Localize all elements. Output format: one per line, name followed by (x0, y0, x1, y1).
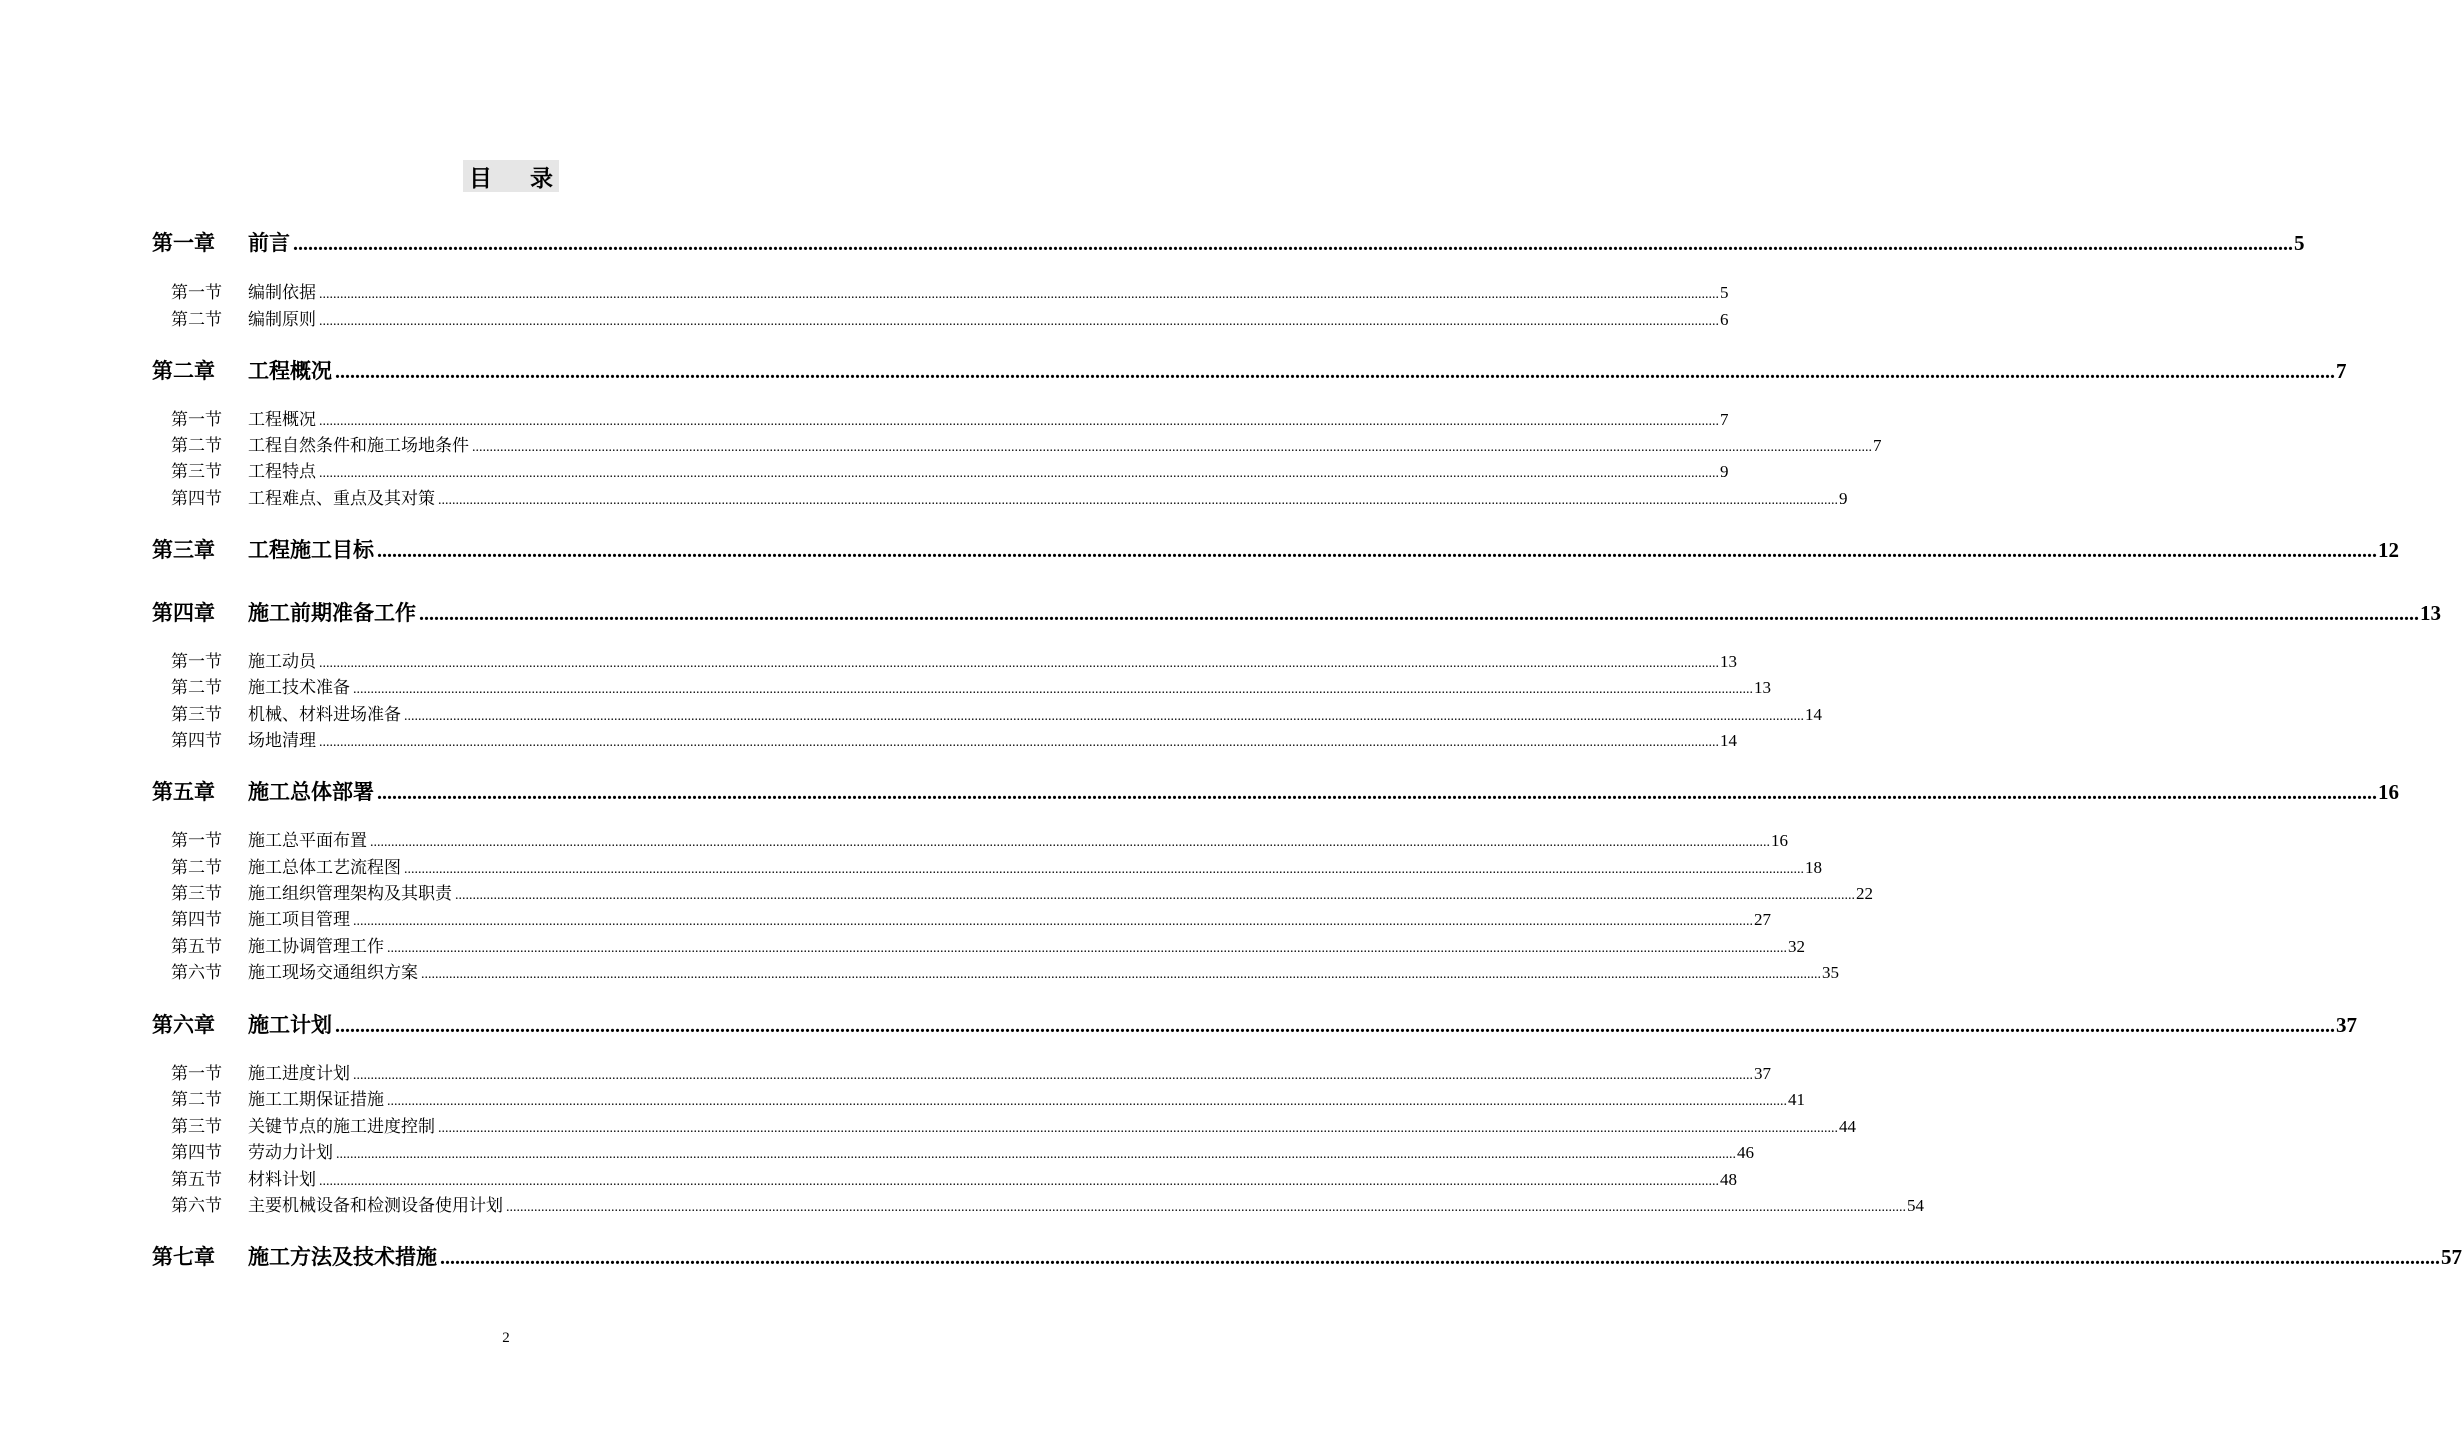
toc-entry-label: 工程施工目标 (248, 538, 374, 562)
toc-entry-page: 7 (2336, 359, 2347, 383)
toc-dot-leader: ................................................................................................................................................................................................................................................................................................................................................................................................................ (438, 1121, 1838, 1136)
toc-dot-leader: ................................................................................................................................................................................................................................................................................................................................................................................................................ (319, 314, 1719, 329)
toc-section-row[interactable] (171, 405, 1729, 430)
toc-entry-number: 第二节 (171, 1090, 222, 1110)
toc-entry-number: 第三节 (171, 462, 222, 482)
toc-entry-page: 37 (2336, 1013, 2357, 1037)
toc-entry-page: 14 (1805, 705, 1822, 724)
toc-dot-leader: ................................................................................................................................................................................................................................................................................................................................................................................................................ (506, 1200, 1906, 1215)
toc-entry-label: 施工组织管理架构及其职责 (248, 884, 452, 904)
toc-entry-number: 第六章 (152, 1013, 215, 1037)
toc-entry-label: 工程概况 (248, 359, 332, 383)
toc-entry-label: 施工工期保证措施 (248, 1090, 384, 1110)
toc-entry-number: 第七章 (152, 1245, 215, 1269)
toc-entry-number: 第六节 (171, 963, 222, 983)
toc-chapter-row[interactable] (152, 534, 2399, 564)
toc-title-right: 录 (530, 165, 553, 192)
toc-section-row[interactable] (171, 1138, 1754, 1163)
toc-entry-page: 35 (1822, 963, 1839, 982)
toc-entry-label: 施工方法及技术措施 (248, 1245, 437, 1269)
toc-entry-page: 18 (1805, 858, 1822, 877)
toc-section-row[interactable] (171, 484, 1848, 509)
toc-entry-label: 施工进度计划 (248, 1064, 350, 1084)
toc-entry-page: 9 (1839, 489, 1848, 508)
toc-section-row[interactable] (171, 726, 1737, 751)
toc-section-row[interactable] (171, 905, 1771, 930)
toc-entry-page: 32 (1788, 937, 1805, 956)
toc-entry-number: 第二节 (171, 436, 222, 456)
toc-entry-label: 施工现场交通组织方案 (248, 963, 418, 983)
toc-chapter-row[interactable] (152, 355, 2347, 385)
toc-section-row[interactable] (171, 853, 1822, 878)
toc-entry-label: 主要机械设备和检测设备使用计划 (248, 1196, 503, 1216)
page-number: 2 (502, 1330, 510, 1346)
toc-entry-page: 13 (1754, 678, 1771, 697)
toc-entry-number: 第五节 (171, 937, 222, 957)
toc-entry-number: 第一节 (171, 831, 222, 851)
toc-section-row[interactable] (171, 647, 1737, 672)
toc-entry-number: 第四节 (171, 910, 222, 930)
toc-entry-page: 46 (1737, 1143, 1754, 1162)
toc-chapter-row[interactable] (152, 1241, 2462, 1271)
toc-title-left: 目 (469, 165, 492, 192)
toc-entry-label: 机械、材料进场准备 (248, 705, 401, 725)
toc-entry-page: 57 (2441, 1245, 2462, 1269)
toc-entry-page: 54 (1907, 1196, 1924, 1215)
toc-entry-page: 48 (1720, 1170, 1737, 1189)
toc-entry-label: 编制依据 (248, 283, 316, 303)
toc-dot-leader: ................................................................................................................................................................................................................................................................................................................................................................................................................ (438, 493, 1838, 508)
toc-entry-page: 9 (1720, 462, 1729, 481)
toc-entry-label: 施工计划 (248, 1013, 332, 1037)
toc-entry-number: 第四节 (171, 731, 222, 751)
toc-entry-number: 第二节 (171, 858, 222, 878)
toc-dot-leader: ................................................................................................................................................................................................................................................................................................................................................................................................................ (319, 656, 1719, 671)
toc-section-row[interactable] (171, 958, 1839, 983)
toc-chapter-row[interactable] (152, 776, 2399, 806)
toc-title (463, 160, 559, 192)
toc-dot-leader: ................................................................................................................................................................................................................................................................................................................................................................................................................ (319, 1174, 1719, 1189)
toc-dot-leader: ................................................................................................................................................................................................................................................................................................................................................................................................................ (419, 603, 2419, 625)
toc-entry-label: 施工技术准备 (248, 678, 350, 698)
toc-section-row[interactable] (171, 1059, 1771, 1084)
toc-entry-label: 施工动员 (248, 652, 316, 672)
toc-section-row[interactable] (171, 278, 1729, 303)
toc-entry-number: 第四章 (152, 601, 215, 625)
toc-entry-label: 施工项目管理 (248, 910, 350, 930)
toc-entry-page: 7 (1720, 410, 1729, 429)
toc-entry-label: 工程概况 (248, 410, 316, 430)
toc-dot-leader: ................................................................................................................................................................................................................................................................................................................................................................................................................ (421, 967, 1821, 982)
toc-entry-label: 施工总体工艺流程图 (248, 858, 401, 878)
toc-dot-leader: ................................................................................................................................................................................................................................................................................................................................................................................................................ (404, 862, 1804, 877)
toc-dot-leader: ................................................................................................................................................................................................................................................................................................................................................................................................................ (335, 361, 2335, 383)
toc-entry-label: 施工前期准备工作 (248, 601, 416, 625)
toc-entry-label: 编制原则 (248, 310, 316, 330)
toc-entry-label: 工程自然条件和施工场地条件 (248, 436, 469, 456)
toc-dot-leader: ................................................................................................................................................................................................................................................................................................................................................................................................................ (319, 287, 1719, 302)
toc-entry-number: 第一章 (152, 231, 215, 255)
toc-dot-leader: ................................................................................................................................................................................................................................................................................................................................................................................................................ (353, 682, 1753, 697)
toc-entry-page: 44 (1839, 1117, 1856, 1136)
toc-entry-number: 第五章 (152, 780, 215, 804)
toc-section-row[interactable] (171, 673, 1771, 698)
toc-dot-leader: ................................................................................................................................................................................................................................................................................................................................................................................................................ (353, 1068, 1753, 1083)
toc-entry-page: 5 (1720, 283, 1729, 302)
toc-entry-number: 第三章 (152, 538, 215, 562)
toc-section-row[interactable] (171, 932, 1805, 957)
toc-dot-leader: ................................................................................................................................................................................................................................................................................................................................................................................................................ (387, 941, 1787, 956)
toc-entry-number: 第一节 (171, 410, 222, 430)
toc-section-row[interactable] (171, 700, 1822, 725)
toc-entry-page: 14 (1720, 731, 1737, 750)
toc-entry-number: 第六节 (171, 1196, 222, 1216)
toc-entry-page: 5 (2294, 231, 2305, 255)
toc-entry-number: 第三节 (171, 884, 222, 904)
toc-dot-leader: ................................................................................................................................................................................................................................................................................................................................................................................................................ (377, 540, 2377, 562)
toc-entry-page: 41 (1788, 1090, 1805, 1109)
toc-section-row[interactable] (171, 305, 1729, 330)
toc-chapter-row[interactable] (152, 227, 2305, 257)
toc-entry-page: 37 (1754, 1064, 1771, 1083)
toc-entry-number: 第三节 (171, 1117, 222, 1137)
toc-entry-page: 16 (2378, 780, 2399, 804)
toc-entry-page: 12 (2378, 538, 2399, 562)
toc-chapter-row[interactable] (152, 1009, 2357, 1039)
toc-section-row[interactable] (171, 1165, 1737, 1190)
toc-entry-number: 第一节 (171, 1064, 222, 1084)
toc-dot-leader: ................................................................................................................................................................................................................................................................................................................................................................................................................ (377, 782, 2377, 804)
toc-dot-leader: ................................................................................................................................................................................................................................................................................................................................................................................................................ (335, 1015, 2335, 1037)
toc-dot-leader: ................................................................................................................................................................................................................................................................................................................................................................................................................ (404, 709, 1804, 724)
toc-section-row[interactable] (171, 457, 1729, 482)
toc-entry-label: 材料计划 (248, 1170, 316, 1190)
toc-entry-number: 第二节 (171, 678, 222, 698)
toc-entry-page: 13 (2420, 601, 2441, 625)
toc-dot-leader: ................................................................................................................................................................................................................................................................................................................................................................................................................ (472, 440, 1872, 455)
toc-section-row[interactable] (171, 879, 1873, 904)
toc-entry-label: 关键节点的施工进度控制 (248, 1117, 435, 1137)
toc-dot-leader: ................................................................................................................................................................................................................................................................................................................................................................................................................ (370, 835, 1770, 850)
toc-entry-number: 第五节 (171, 1170, 222, 1190)
toc-section-row[interactable] (171, 1085, 1805, 1110)
toc-entry-label: 施工总体部署 (248, 780, 374, 804)
toc-entry-number: 第四节 (171, 1143, 222, 1163)
toc-entry-page: 6 (1720, 310, 1729, 329)
toc-entry-number: 第四节 (171, 489, 222, 509)
toc-entry-label: 工程难点、重点及其对策 (248, 489, 435, 509)
toc-entry-number: 第三节 (171, 705, 222, 725)
toc-chapter-row[interactable] (152, 597, 2441, 627)
toc-dot-leader: ................................................................................................................................................................................................................................................................................................................................................................................................................ (387, 1094, 1787, 1109)
toc-entry-label: 施工总平面布置 (248, 831, 367, 851)
toc-entry-page: 13 (1720, 652, 1737, 671)
toc-entry-number: 第一节 (171, 652, 222, 672)
toc-dot-leader: ................................................................................................................................................................................................................................................................................................................................................................................................................ (353, 914, 1753, 929)
toc-section-row[interactable] (171, 826, 1788, 851)
toc-entry-page: 7 (1873, 436, 1882, 455)
toc-section-row[interactable] (171, 431, 1882, 456)
toc-entry-page: 16 (1771, 831, 1788, 850)
toc-entry-number: 第一节 (171, 283, 222, 303)
toc-dot-leader: ................................................................................................................................................................................................................................................................................................................................................................................................................ (440, 1247, 2440, 1269)
toc-entry-number: 第二节 (171, 310, 222, 330)
toc-dot-leader: ................................................................................................................................................................................................................................................................................................................................................................................................................ (319, 414, 1719, 429)
toc-entry-label: 施工协调管理工作 (248, 937, 384, 957)
toc-entry-label: 场地清理 (248, 731, 316, 751)
toc-dot-leader: ................................................................................................................................................................................................................................................................................................................................................................................................................ (319, 735, 1719, 750)
toc-entry-label: 工程特点 (248, 462, 316, 482)
toc-dot-leader: ................................................................................................................................................................................................................................................................................................................................................................................................................ (319, 466, 1719, 481)
toc-entry-page: 22 (1856, 884, 1873, 903)
toc-entry-number: 第二章 (152, 359, 215, 383)
toc-section-row[interactable] (171, 1191, 1924, 1216)
toc-entry-label: 前言 (248, 231, 290, 255)
toc-dot-leader: ................................................................................................................................................................................................................................................................................................................................................................................................................ (293, 233, 2293, 255)
toc-dot-leader: ................................................................................................................................................................................................................................................................................................................................................................................................................ (455, 888, 1855, 903)
toc-section-row[interactable] (171, 1112, 1856, 1137)
toc-entry-page: 27 (1754, 910, 1771, 929)
toc-dot-leader: ................................................................................................................................................................................................................................................................................................................................................................................................................ (336, 1147, 1736, 1162)
toc-entry-label: 劳动力计划 (248, 1143, 333, 1163)
